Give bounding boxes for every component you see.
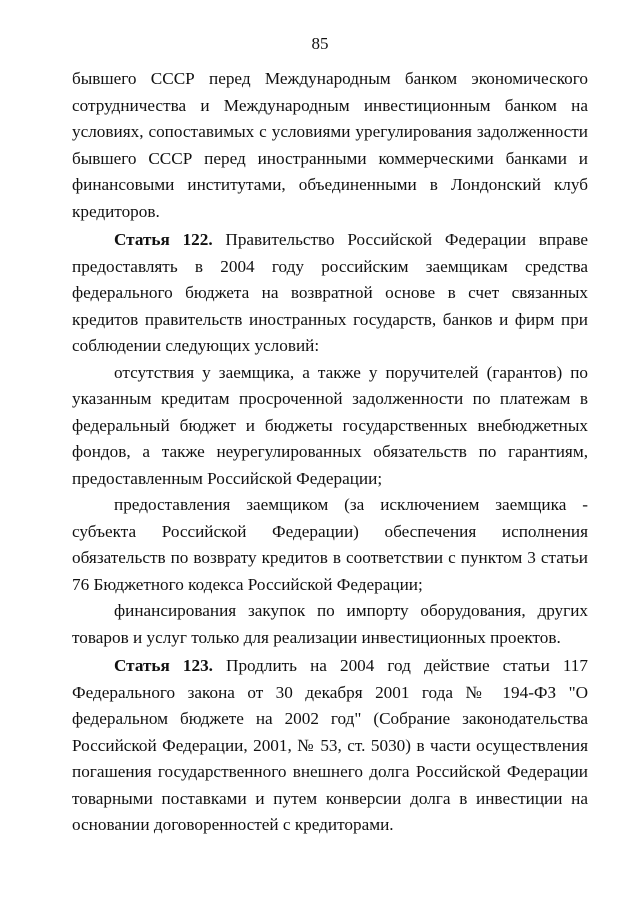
paragraph-text: бывшего СССР перед Международным банком экономического сотрудничества и Международным инвестиционным банком на условиях, сопоставимых с условиями урегулирования задолженности бывшего СССР перед иностранными коммерческими банками и финансовыми институтами, объединенными в Лондонский клуб кредиторов.: [72, 69, 588, 221]
article-122-text: Правительство Российской Федерации вправе предоставлять в 2004 году российским заемщикам средства федерального бюджета на возвратной основе в счет связанных кредитов правительств иностранных государств, банков и фирм при соблюдении следующих условий:: [72, 230, 588, 355]
page-number: 85: [311, 34, 329, 53]
condition-text: финансирования закупок по импорту оборудования, других товаров и услуг только для реализации инвестиционных проектов.: [72, 601, 588, 647]
article-123: [72, 653, 588, 839]
condition-item-2: [72, 492, 588, 598]
article-122-label: Статья 122.: [114, 230, 213, 249]
condition-text: предоставления заемщиком (за исключением заемщика - субъекта Российской Федерации) обеспечения исполнения обязательств по возврату кредитов в соответствии с пунктом 3 статьи 76 Бюджетного кодекса Российской Федерации;: [72, 495, 588, 594]
article-123-text: Продлить на 2004 год действие статьи 117 Федерального закона от 30 декабря 2001 года № 194-ФЗ "О федеральном бюджете на 2002 год" (Собрание законодательства Российской Федерации, 2001, № 53, ст. 5030) в части осуществления погашения государственного внешнего долга Российской Федерации товарными поставками и путем конверсии долга в инвестиции на основании договоренностей с кредиторами.: [72, 656, 588, 834]
article-122: [72, 227, 588, 360]
condition-item-3: [72, 598, 588, 651]
article-123-label: Статья 123.: [114, 656, 213, 675]
condition-text: отсутствия у заемщика, а также у поручителей (гарантов) по указанным кредитам просроченной задолженности по платежам в федеральный бюджет и бюджеты государственных внебюджетных фондов, а также неурегулированных обязательств по гарантиям, предоставленным Российской Федерации;: [72, 362, 588, 488]
condition-item-1: [72, 360, 588, 493]
document-body: [72, 66, 588, 839]
paragraph-continuation: [72, 66, 588, 225]
